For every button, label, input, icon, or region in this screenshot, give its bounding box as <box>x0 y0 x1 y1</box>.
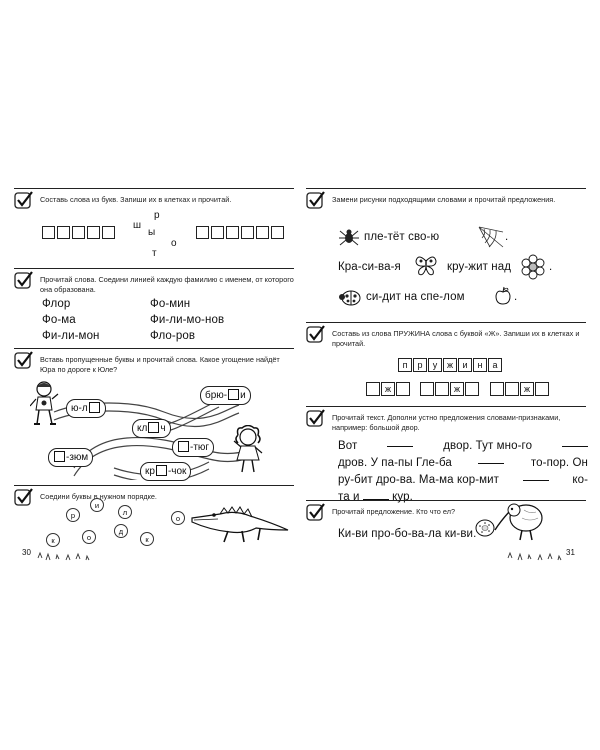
checkbox-check-icon <box>306 408 326 428</box>
sentence-end: . <box>505 231 509 243</box>
task-instruction: Составь слова из букв. Запиши их в клетках и прочитай. <box>40 195 232 204</box>
checkbox-check-icon <box>14 487 34 507</box>
letter-circle[interactable]: и <box>90 498 104 512</box>
separator <box>14 485 294 486</box>
ladybug-icon <box>338 288 362 306</box>
sentence-text: Ки-ви про-бо-ва-ла ки-ви. <box>338 528 477 540</box>
blank-field[interactable] <box>523 472 549 481</box>
left-page <box>14 180 294 565</box>
name-word[interactable]: Флор <box>42 298 71 310</box>
task-instruction: Замени рисунки подходящими словами и прочитай предложения. <box>332 195 556 204</box>
boy-yura-icon <box>30 380 60 428</box>
task-instruction: Вставь пропущенные буквы и прочитай слова. Какое угощение найдёт Юра по дороге к Юле? <box>40 355 280 374</box>
page-number: 31 <box>566 548 575 557</box>
sentence-end: . <box>549 261 553 273</box>
separator <box>14 188 294 189</box>
kiwi-bird-icon <box>494 496 546 544</box>
checkbox-check-icon <box>306 502 326 522</box>
spider-icon <box>338 227 360 247</box>
letter-circle[interactable]: д <box>114 524 128 538</box>
letter-circle[interactable]: о <box>82 530 96 544</box>
surname-word[interactable]: Фо-мин <box>150 298 191 310</box>
word-card-zyum[interactable]: -зюм <box>48 448 93 467</box>
butterfly-icon <box>414 255 438 277</box>
surname-word[interactable]: Фи-ли-мо-нов <box>150 314 225 326</box>
blank-field[interactable] <box>478 455 504 464</box>
task-instruction: Прочитай слова. Соедини линией каждую фамилию с именем, от которого она образована. <box>40 275 294 294</box>
task-instruction: Составь из слова ПРУЖИНА слова с буквой «Ж». Запиши их в клетках и прочитай. <box>332 329 580 348</box>
letter-slot[interactable] <box>178 441 189 452</box>
letter-slot[interactable] <box>228 389 239 400</box>
separator <box>306 406 586 407</box>
flower-icon <box>520 254 546 280</box>
girl-yulya-icon <box>232 425 264 475</box>
checkbox-check-icon <box>14 350 34 370</box>
sentence-text: кру-жит над <box>447 261 512 273</box>
apple-icon <box>494 286 512 306</box>
word-card-kryuchok[interactable]: кр -чок <box>140 462 191 481</box>
blank-field[interactable] <box>363 491 389 500</box>
letter-slot[interactable] <box>148 422 159 433</box>
grass-decoration <box>36 548 96 562</box>
grass-decoration <box>506 548 564 562</box>
sentence-text: пле-тёт сво-ю <box>364 231 440 243</box>
checkbox-check-icon <box>306 324 326 344</box>
task-instruction: Соедини буквы в нужном порядке. <box>40 492 157 501</box>
letter: р <box>154 210 160 221</box>
name-word[interactable]: Фи-ли-мон <box>42 330 100 342</box>
separator <box>14 268 294 269</box>
word-card-klyuch[interactable]: кл ч <box>132 419 171 438</box>
story-text: Вот двор. Тут мно-го дров. У па-пы Гле-ба то-пор. Он ру-бит дро-ва. Ма-ма кор-мит ко- та и кур. <box>338 440 588 503</box>
surname-word[interactable]: Фло-ров <box>150 330 196 342</box>
word-card-bryu[interactable]: брю- и <box>200 386 251 405</box>
crocodile-icon <box>190 500 290 546</box>
word-card-yul[interactable]: ю-л <box>66 399 106 418</box>
letter-circle[interactable]: л <box>118 505 132 519</box>
word-card-tyug[interactable]: -тюг <box>172 438 214 457</box>
letter-circle[interactable]: к <box>46 533 60 547</box>
web-icon <box>478 226 504 248</box>
letter: т <box>152 248 157 259</box>
task-instruction: Прочитай предложение. Кто что ел? <box>332 507 456 516</box>
letter-slot[interactable] <box>54 451 65 462</box>
kiwi-fruit-icon <box>474 518 496 538</box>
separator <box>306 188 586 189</box>
separator <box>306 322 586 323</box>
sentence-text: си-дит на спе-лом <box>366 291 465 303</box>
letter: ш <box>133 220 142 231</box>
letter-slot[interactable] <box>89 402 100 413</box>
right-page: Замени рисунки подходящими словами и прочитай предложения. пле-тёт сво-ю . Кра-си-ва-я кру-жит над . си-дит на спе-лом . Составь из слова ПРУЖИНА слова с буквой «Ж». Запиши их в клетках и прочитай. п р у ж и н а ж ж ж Прочитай текст. Дополни устно предложения словами-признаками, например: большой двор. Вот двор. Тут мно-го дров. У па-пы Гле-ба то-пор. Он ру-бит дро-ва. Ма-ма кор-мит ко- та и кур. Прочитай предложение. Кто что ел? Ки-ви про-бо-ва-ла ки-ви. 31 <box>306 180 586 565</box>
letter-circle[interactable]: о <box>171 511 185 525</box>
blank-field[interactable] <box>387 438 413 447</box>
checkbox-check-icon <box>306 190 326 210</box>
letter: о <box>171 238 177 249</box>
letter-circle[interactable]: р <box>66 508 80 522</box>
sentence-text: Кра-си-ва-я <box>338 261 401 273</box>
blank-field[interactable] <box>562 438 588 447</box>
sentence-end: . <box>514 291 518 303</box>
letter-circle[interactable]: к <box>140 532 154 546</box>
letter-slot[interactable] <box>156 465 167 476</box>
separator <box>14 348 294 349</box>
name-word[interactable]: Фо-ма <box>42 314 76 326</box>
task-instruction: Прочитай текст. Дополни устно предложения словами-признаками, например: большой двор. <box>332 413 561 432</box>
checkbox-check-icon <box>14 270 34 290</box>
checkbox-check-icon <box>14 190 34 210</box>
page-number: 30 <box>22 548 31 557</box>
letter: ы <box>148 227 156 238</box>
